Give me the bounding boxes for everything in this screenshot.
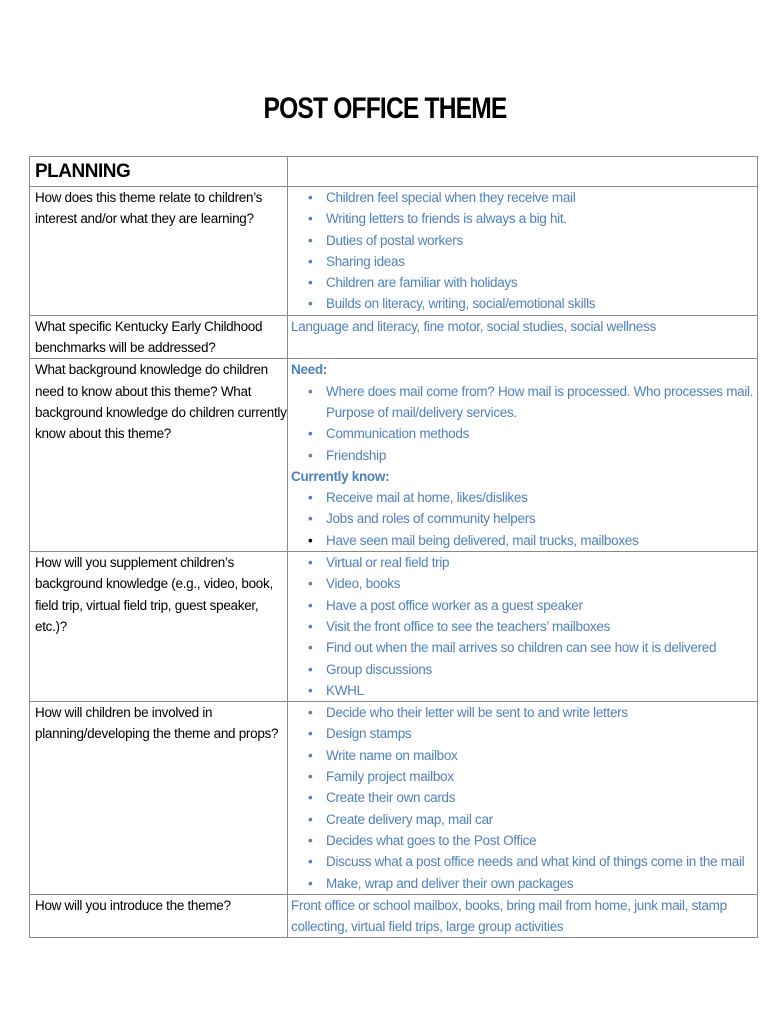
question-cell: How will children be involved in planning/developing the theme and props? <box>30 702 288 895</box>
answer-cell <box>288 359 758 552</box>
list-item: • Duties of postal workers <box>288 230 757 251</box>
question-cell: How will you introduce the theme? <box>30 894 288 938</box>
list-item: • Where does mail come from? How mail is processed. Who processes mail. Purpose of mail/delivery services. <box>288 381 757 424</box>
list-item: • Group discussions <box>288 659 757 680</box>
answer-cell <box>288 552 758 702</box>
list-item: • Decides what goes to the Post Office <box>288 830 757 851</box>
list-item: • Video, books <box>288 573 757 594</box>
list-item: • Create their own cards <box>288 787 757 808</box>
need-list <box>288 381 757 466</box>
list-item: • Create delivery map, mail car <box>288 809 757 830</box>
answer-cell <box>288 894 758 938</box>
answer-text: Language and literacy, fine motor, social studies, social wellness <box>291 318 656 334</box>
page-title: POST OFFICE THEME <box>263 92 507 125</box>
list-item: • Writing letters to friends is always a big hit. <box>288 208 757 229</box>
question-cell: How will you supplement children’s background knowledge (e.g., video, book, field trip, virtual field trip, guest speaker, etc.)? <box>30 552 288 702</box>
list-item: • Receive mail at home, likes/dislikes <box>288 487 757 508</box>
list-item: • Have a post office worker as a guest speaker <box>288 595 757 616</box>
planning-table <box>29 156 758 938</box>
table-row <box>30 359 758 552</box>
answer-text: Front office or school mailbox, books, bring mail from home, junk mail, stamp collecting, virtual field trips, large group activities <box>291 897 727 935</box>
planning-header: PLANNING <box>35 161 131 182</box>
list-item: • Visit the front office to see the teachers’ mailboxes <box>288 616 757 637</box>
list-item: • Children are familiar with holidays <box>288 272 757 293</box>
table-row <box>30 187 758 316</box>
table-header-row <box>30 157 758 187</box>
list-item: • Children feel special when they receive mail <box>288 187 757 208</box>
question-cell: How does this theme relate to children’s interest and/or what they are learning? <box>30 187 288 316</box>
list-item: • Discuss what a post office needs and what kind of things come in the mail <box>288 851 757 872</box>
list-item: • Builds on literacy, writing, social/emotional skills <box>288 293 757 314</box>
table-row <box>30 552 758 702</box>
table-row <box>30 894 758 938</box>
answer-list <box>288 187 757 315</box>
list-item: • Communication methods <box>288 423 757 444</box>
answer-cell <box>288 315 758 359</box>
list-item: • Friendship <box>288 445 757 466</box>
list-item: • Make, wrap and deliver their own packages <box>288 873 757 894</box>
list-item: • KWHL <box>288 680 757 701</box>
table-row <box>30 315 758 359</box>
need-label: Need: <box>291 362 328 378</box>
question-cell: What background knowledge do children need to know about this theme? What background knowledge do children currently know about this theme? <box>30 359 288 552</box>
list-item: • Jobs and roles of community helpers <box>288 508 757 529</box>
answer-list <box>288 552 757 701</box>
list-item: • Sharing ideas <box>288 251 757 272</box>
currently-know-label: Currently know: <box>291 468 390 484</box>
list-item: • Find out when the mail arrives so children can see how it is delivered <box>288 637 757 658</box>
answer-list <box>288 702 757 894</box>
currently-know-list <box>288 487 757 551</box>
list-item: • Write name on mailbox <box>288 745 757 766</box>
list-item: • Decide who their letter will be sent to and write letters <box>288 702 757 723</box>
header-empty-cell <box>288 157 758 187</box>
list-item: • Family project mailbox <box>288 766 757 787</box>
answer-cell <box>288 702 758 895</box>
list-item: • Virtual or real field trip <box>288 552 757 573</box>
list-item: • Design stamps <box>288 723 757 744</box>
list-item: • Have seen mail being delivered, mail trucks, mailboxes <box>288 530 757 551</box>
table-row <box>30 702 758 895</box>
question-cell: What specific Kentucky Early Childhood benchmarks will be addressed? <box>30 315 288 359</box>
answer-cell <box>288 187 758 316</box>
